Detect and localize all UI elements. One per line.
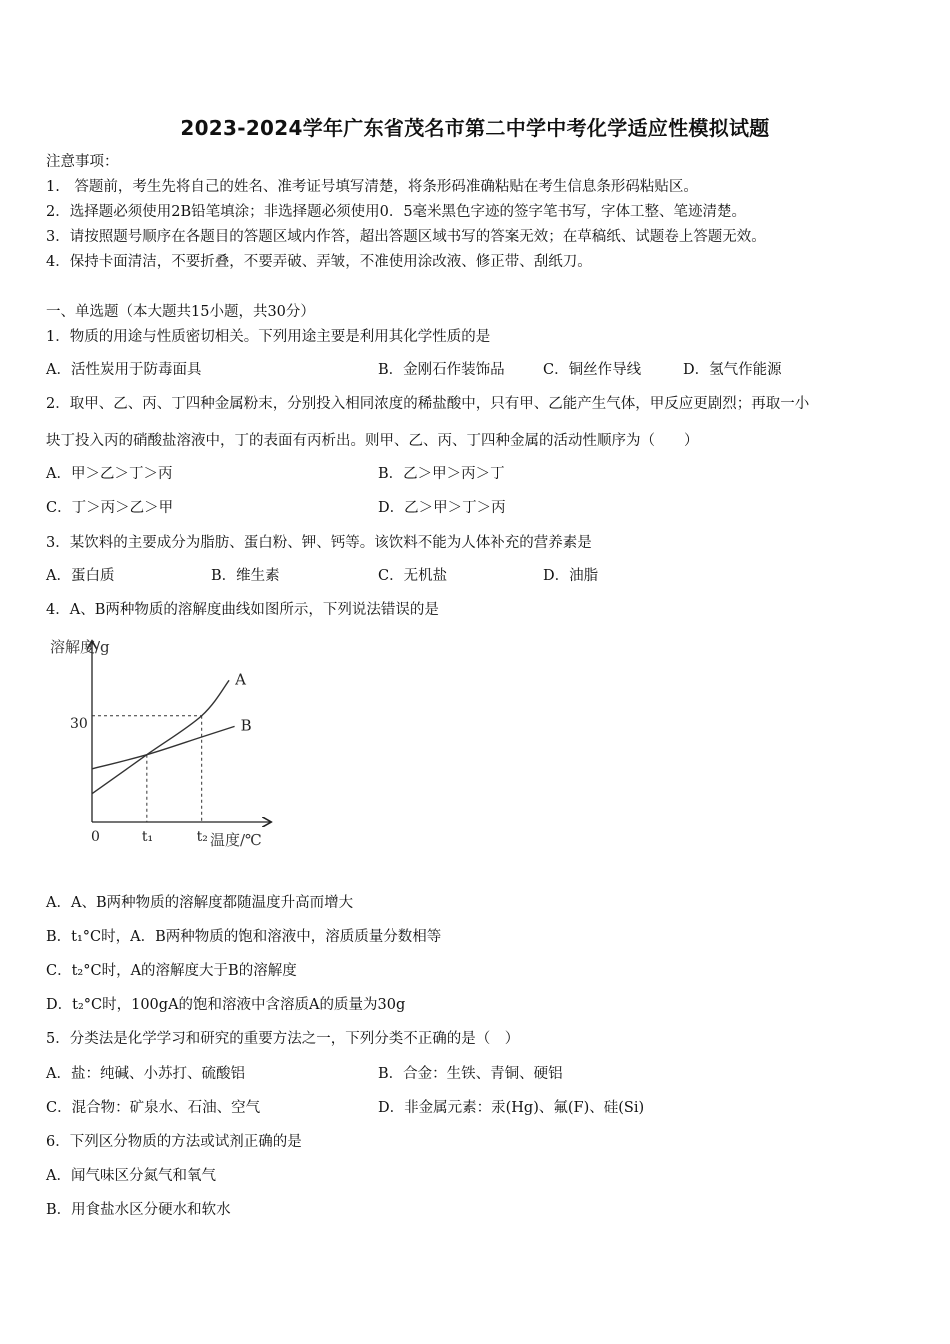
question-3-stem: 3．某饮料的主要成分为脂肪、蛋白粉、钾、钙等。该饮料不能为人体补充的营养素是 xyxy=(46,535,592,551)
notice-item: 4．保持卡面清洁，不要折叠，不要弄破、弄皱，不准使用涂改液、修正带、刮纸刀。 xyxy=(46,254,592,270)
question-2-option-a: A．甲＞乙＞丁＞丙 xyxy=(46,466,173,482)
x-tick-label: t₁ xyxy=(141,829,154,845)
question-2-stem: 2．取甲、乙、丙、丁四种金属粉末，分别投入相同浓度的稀盐酸中，只有甲、乙能产生气体，甲反应更剧烈；再取一小 xyxy=(46,396,810,412)
section-heading: 一、单选题（本大题共15小题，共30分） xyxy=(46,304,315,320)
question-4-option-a: A．A、B两种物质的溶解度都随温度升高而增大 xyxy=(46,895,354,911)
question-6-option-b: B．用食盐水区分硬水和软水 xyxy=(46,1202,231,1218)
question-2-option-b: B．乙＞甲＞丙＞丁 xyxy=(378,466,505,482)
page-title: 2023-2024学年广东省茂名市第二中学中考化学适应性模拟试题 xyxy=(180,116,770,140)
series-a-curve xyxy=(92,680,229,793)
question-5-option-b: B．合金：生铁、青铜、硬铝 xyxy=(378,1066,563,1082)
question-1-option-c: C．铜丝作导线 xyxy=(543,362,642,378)
question-1-option-a: A．活性炭用于防毒面具 xyxy=(46,362,202,378)
question-5-option-a: A．盐：纯碱、小苏打、硫酸铝 xyxy=(46,1066,245,1082)
question-3-option-a: A．蛋白质 xyxy=(46,568,115,584)
series-a-label: A xyxy=(235,670,246,689)
origin-label: 0 xyxy=(91,829,100,845)
question-4-option-c: C．t₂°C时，A的溶解度大于B的溶解度 xyxy=(46,963,297,979)
question-1-option-b: B．金刚石作装饰品 xyxy=(378,362,505,378)
question-1-option-d: D．氢气作能源 xyxy=(683,362,782,378)
question-3-option-b: B．维生素 xyxy=(211,568,280,584)
y-tick-label: 30 xyxy=(70,716,88,732)
notice-item: 2．选择题必须使用2B铅笔填涂；非选择题必须使用0．5毫米黑色字迹的签字笔书写，字体工整、笔迹清楚。 xyxy=(46,204,747,220)
question-5-option-d: D．非金属元素：汞(Hg)、氟(F)、硅(Si) xyxy=(378,1100,645,1116)
notice-item: 3．请按照题号顺序在各题目的答题区域内作答，超出答题区域书写的答案无效；在草稿纸、试题卷上答题无效。 xyxy=(46,229,766,245)
notice-item: 1. 答题前，考生先将自己的姓名、准考证号填写清楚，将条形码准确粘贴在考生信息条形码粘贴区。 xyxy=(46,179,698,195)
question-5-stem: 5．分类法是化学学习和研究的重要方法之一，下列分类不正确的是（ ） xyxy=(46,1031,520,1047)
solubility-chart xyxy=(44,630,284,860)
question-4-option-d: D．t₂°C时，100gA的饱和溶液中含溶质A的质量为30g xyxy=(46,997,406,1013)
series-b-label: B xyxy=(240,716,252,735)
question-2-stem-continued: 块丁投入丙的硝酸盐溶液中，丁的表面有丙析出。则甲、乙、丙、丁四种金属的活动性顺序为（ ） xyxy=(46,433,699,449)
question-6-option-a: A．闻气味区分氮气和氧气 xyxy=(46,1168,216,1184)
question-1-stem: 1．物质的用途与性质密切相关。下列用途主要是利用其化学性质的是 xyxy=(46,329,491,345)
notice-heading: 注意事项： xyxy=(46,154,119,170)
question-4-option-b: B．t₁°C时，A．B两种物质的饱和溶液中，溶质质量分数相等 xyxy=(46,929,442,945)
x-tick-label: t₂ xyxy=(196,829,208,845)
series-b-curve xyxy=(92,726,235,769)
question-5-option-c: C．混合物：矿泉水、石油、空气 xyxy=(46,1100,261,1116)
question-6-stem: 6．下列区分物质的方法或试剂正确的是 xyxy=(46,1134,302,1150)
x-axis-label: 温度/℃ xyxy=(210,831,262,849)
question-2-option-d: D．乙＞甲＞丁＞丙 xyxy=(378,500,506,516)
y-axis-label: 溶解度/g xyxy=(50,638,110,656)
question-2-option-c: C．丁＞丙＞乙＞甲 xyxy=(46,500,174,516)
question-3-option-c: C．无机盐 xyxy=(378,568,448,584)
question-3-option-d: D．油脂 xyxy=(543,568,599,584)
question-4-stem: 4．A、B两种物质的溶解度曲线如图所示，下列说法错误的是 xyxy=(46,602,439,618)
